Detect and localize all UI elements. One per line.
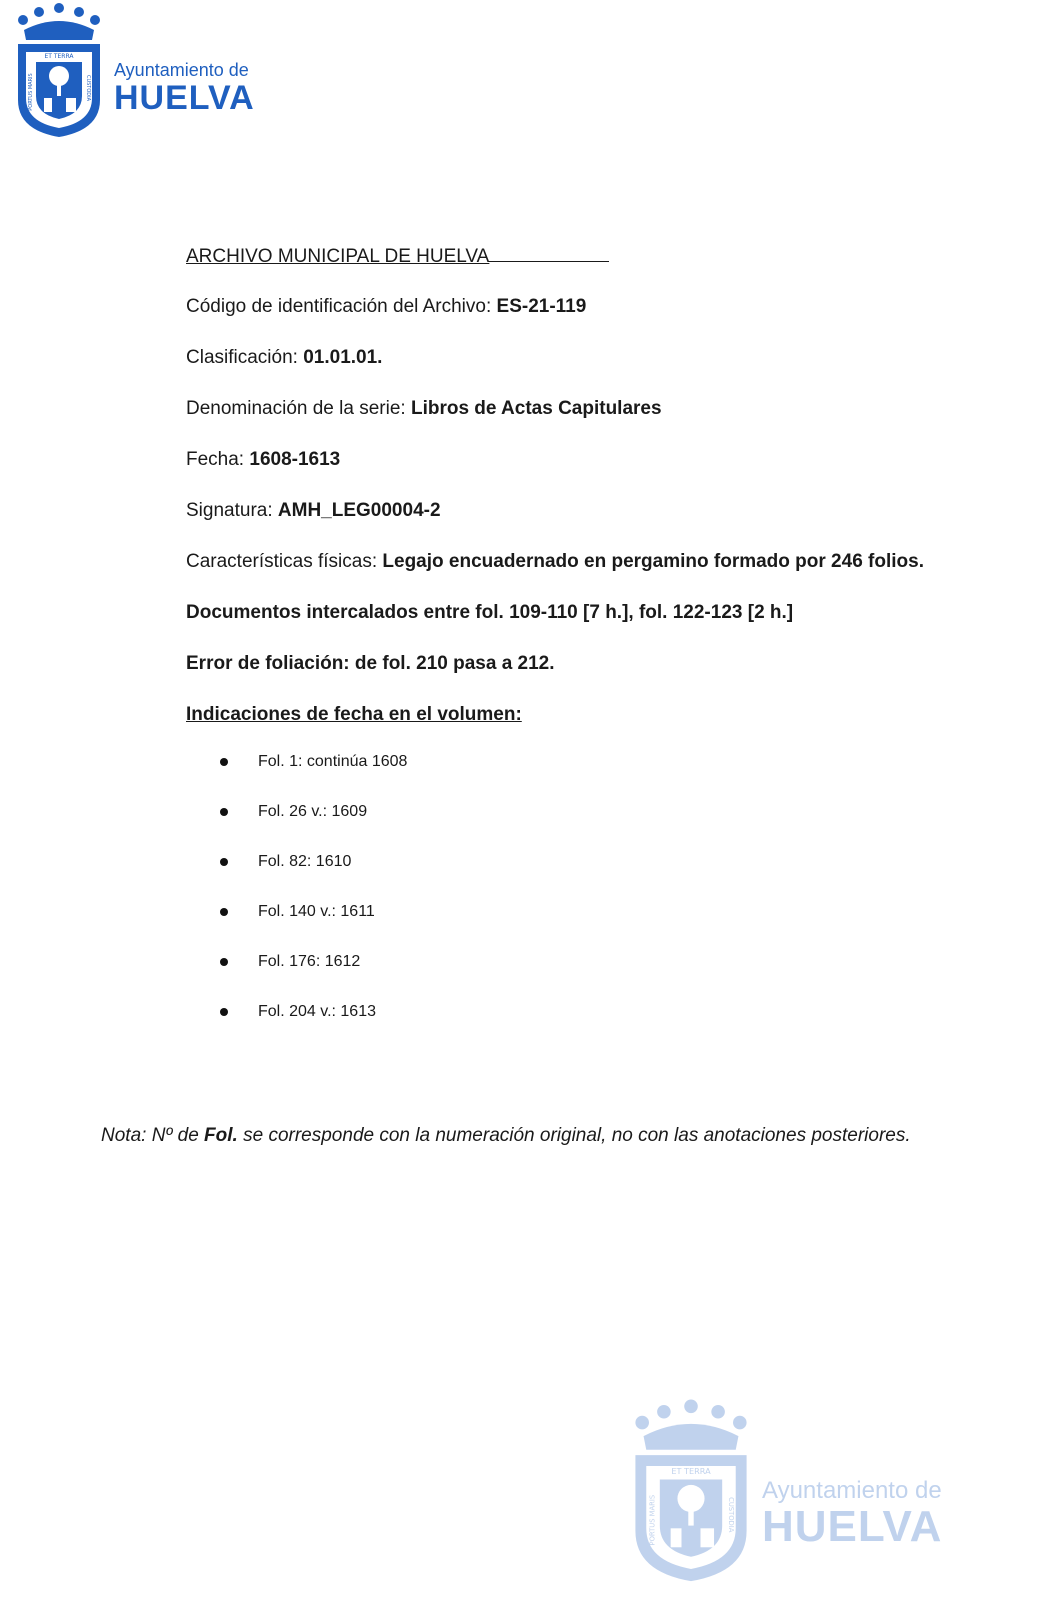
svg-text:PORTUS MARIS: PORTUS MARIS	[648, 1494, 657, 1546]
list-item: Fol. 204 v.: 1613	[220, 1002, 407, 1052]
svg-text:ET TERRA: ET TERRA	[671, 1466, 711, 1477]
svg-text:CUSTODIA: CUSTODIA	[726, 1497, 735, 1533]
svg-text:ET TERRA: ET TERRA	[44, 53, 74, 60]
indicaciones-heading: Indicaciones de fecha en el volumen:	[186, 704, 522, 725]
footnote: Nota: Nº de Fol. se corresponde con la numeración original, no con las anotaciones posteriores.	[101, 1125, 911, 1146]
signatura-label: Signatura:	[186, 500, 278, 521]
denominacion-line	[186, 397, 986, 448]
error-line: Error de foliación: de fol. 210 pasa a 212.	[186, 653, 555, 674]
watermark-logo	[630, 1395, 942, 1583]
fecha-value: 1608-1613	[249, 449, 341, 470]
bullet-icon	[220, 958, 228, 966]
codigo-line	[186, 295, 986, 346]
document-body	[186, 244, 986, 754]
clasificacion-label: Clasificación:	[186, 347, 304, 368]
list-item: Fol. 26 v.: 1609	[220, 802, 407, 852]
list-item: Fol. 1: continúa 1608	[220, 752, 407, 802]
list-item: Fol. 82: 1610	[220, 852, 407, 902]
huelva-crest-watermark-icon	[630, 1395, 752, 1583]
title-underline	[489, 244, 609, 262]
svg-text:PORTUS MARIS: PORTUS MARIS	[28, 73, 34, 111]
page-title: ARCHIVO MUNICIPAL DE HUELVA	[186, 244, 986, 295]
signatura-line	[186, 499, 986, 550]
clasificacion-value: 01.01.01.	[303, 347, 383, 368]
bullet-icon	[220, 808, 228, 816]
signatura-value: AMH_LEG00004-2	[277, 500, 441, 521]
bullet-icon	[220, 758, 228, 766]
huelva-crest-icon	[14, 0, 104, 138]
bullet-icon	[220, 908, 228, 916]
denominacion-label: Denominación de la serie:	[186, 398, 411, 419]
codigo-label: Código de identificación del Archivo:	[186, 296, 497, 317]
denominacion-value: Libros de Actas Capitulares	[410, 398, 662, 419]
bullet-icon	[220, 1008, 228, 1016]
bullet-icon	[220, 858, 228, 866]
watermark-line2: HUELVA	[762, 1502, 943, 1551]
list-item: Fol. 140 v.: 1611	[220, 902, 407, 952]
documentos-line: Documentos intercalados entre fol. 109-110 [7 h.], fol. 122-123 [2 h.]	[186, 602, 794, 623]
logo-wordmark	[114, 60, 255, 116]
codigo-value: ES-21-119	[496, 296, 587, 317]
indicaciones-list	[220, 752, 407, 1052]
fecha-label: Fecha:	[186, 449, 250, 470]
logo-line2: HUELVA	[114, 79, 255, 117]
caracteristicas-line	[186, 550, 986, 601]
logo-line1: Ayuntamiento de	[114, 60, 249, 80]
watermark-wordmark	[762, 1478, 942, 1550]
clasificacion-line	[186, 346, 986, 397]
svg-text:CUSTODIA: CUSTODIA	[85, 74, 91, 102]
fecha-line	[186, 448, 986, 499]
caracteristicas-value: Legajo encuadernado en pergamino formado por 246 folios.	[382, 551, 924, 572]
list-item: Fol. 176: 1612	[220, 952, 407, 1002]
watermark-line1: Ayuntamiento de	[762, 1477, 942, 1504]
header-logo	[14, 0, 255, 138]
caracteristicas-label: Características físicas:	[186, 551, 383, 572]
